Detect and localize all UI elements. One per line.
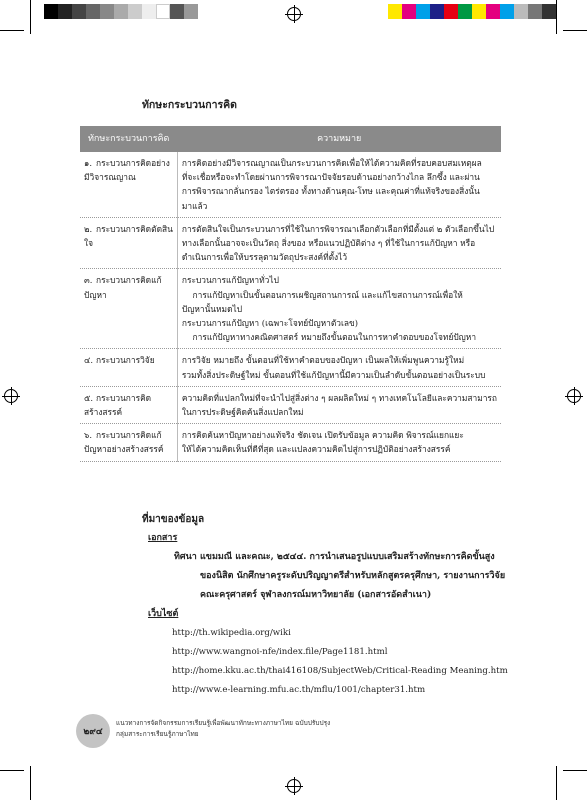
table-row [80,217,501,269]
references-heading: ที่มาของข้อมูล [142,514,205,525]
meaning-cell [177,152,501,217]
meaning-line: ปัญหานั้นหมดไป [181,303,243,314]
table-row [80,349,501,386]
meaning-line: ทางเลือกนั้นอาจจะเป็นวัตถุ สิ่งของ หรือแนวปฏิบัติต่าง ๆ ที่ใช้ในการแก้ปัญหา หรือ [181,238,476,249]
crop-mark [563,770,587,771]
url-link[interactable]: http://th.wikipedia.org/wiki [172,628,291,638]
row-number: ๔. [84,355,94,366]
meaning-line: การแก้ปัญหาเป็นขั้นตอนการเผชิญสถานการณ์ และแก้ไขสถานการณ์เพื่อให้ [181,289,463,300]
skill-cell [80,424,177,461]
citation-line: คณะครุศาสตร์ จุฬาลงกรณ์มหาวิทยาลัย (เอกสารอัดสำเนา) [200,590,432,600]
row-number: ๓. [84,275,93,286]
skill-name: กระบวนการคิดแก้ปัญหาอย่างสร้างสรรค์ [84,430,164,455]
grayscale-bar [44,4,198,19]
meaning-line: ให้ได้ความคิดเห็นที่ดีที่สุด และแปลงความคิดไปสู่การปฏิบัติอย่างสร้างสรรค์ [181,444,451,455]
color-bar [388,4,556,19]
skill-cell [80,217,177,269]
skill-name: กระบวนการคิดอย่างมีวิจารณญาณ [84,158,170,183]
meaning-line: การคิดค้นหาปัญหาอย่างแท้จริง ชัดเจน เปิดรับข้อมูล ความคิด พิจารณ์แยกแยะ [181,430,464,441]
meaning-line: ที่จะเชื่อหรือจะทำโดยผ่านการพิจารณาปัจจัยรอบด้านอย่างกว้างไกล ลึกซึ้ง และผ่าน [181,172,480,183]
footer-text [116,718,330,740]
meaning-line: การวิจัย หมายถึง ขั้นตอนที่ใช้หาคำตอบของปัญหา เป็นผลให้เพิ่มพูนความรู้ใหม่ [181,355,465,366]
meaning-line: กระบวนการแก้ปัญหาทั่วไป [181,275,279,286]
skill-cell [80,152,177,217]
meaning-cell [177,349,501,386]
skill-name: กระบวนการคิดตัดสินใจ [84,223,173,249]
meaning-line: ในการประดิษฐ์คิดค้นสิ่งแปลกใหม่ [181,407,304,418]
crop-mark [563,30,587,31]
meaning-line: ความคิดที่แปลกใหม่ที่จะนำไปสู่สิ่งต่าง ๆ ผลผลิตใหม่ ๆ ทางเทคโนโลยีและความสามารถ [181,392,497,403]
meaning-line: มาแล้ว [181,200,208,211]
skill-name: กระบวนการคิดสร้างสรรค์ [84,392,152,418]
section-title: ทักษะกระบวนการคิด [142,99,237,111]
table-row [80,269,501,349]
registration-mark-left [4,389,18,403]
meaning-cell [177,386,501,423]
crop-mark [30,0,31,34]
websites-label: เว็บไซต์ [148,609,179,619]
meaning-cell [177,217,501,269]
meaning-line: การแก้ปัญหาทางคณิตศาสตร์ หมายถึงขั้นตอนในการหาคำตอบของโจทย์ปัญหา [181,332,477,343]
crop-mark [0,30,24,31]
crop-mark [30,766,31,800]
crop-mark [0,770,24,771]
footer-line: แนวทางการจัดกิจกรรมการเรียนรู้เพื่อพัฒนาทักษะทางภาษาไทย ฉบับปรับปรุง [116,719,331,727]
meaning-line: ดำเนินการเพื่อให้บรรลุตามวัตถุประสงค์ที่ตั้งไว้ [181,252,348,263]
citation [148,548,542,605]
skill-name: กระบวนการวิจัย [96,355,155,366]
meaning-line: รวมทั้งสิ่งประดิษฐ์ใหม่ ขั้นตอนที่ใช้แก้ปัญหานี้มีความเป็นลำดับขั้นตอนอย่างเป็นระบบ [181,369,486,380]
footer-line: กลุ่มสาระการเรียนรู้ภาษาไทย [116,730,199,738]
page-number: ๒๙๔ [76,714,110,748]
meaning-cell [177,269,501,349]
row-number: ๑. [84,158,92,168]
crop-mark [556,0,557,34]
table-row [80,152,501,217]
registration-mark-bottom [287,779,301,793]
meaning-line: การพิจารณากลั่นกรอง ไตร่ตรอง ทั้งทางด้านคุณ-โทษ และคุณค่าที่แท้จริงของสิ่งนั้น [181,186,480,197]
references [142,510,542,700]
table-row [80,424,501,461]
skill-cell [80,386,177,423]
citation-line: ทิศนา แขมมณี และคณะ, ๒๕๔๔. การนำเสนอรูปแบบเสริมสร้างทักษะการคิดขั้นสูง [174,552,495,562]
thinking-skills-table [80,126,501,462]
url-link[interactable]: http://www.e-learning.mfu.ac.th/mflu/1001/chapter31.htm [172,685,426,695]
meaning-cell [177,424,501,461]
documents-label: เอกสาร [148,533,178,543]
registration-mark-top [287,7,301,21]
citation-line: ของนิสิต นักศึกษาครูระดับปริญญาตรีสำหรับหลักสูตรครุศึกษา, รายงานการวิจัย [200,571,506,581]
url-link[interactable]: http://www.wangnoi-nfe/index.file/Page1181.html [172,647,388,657]
table-body [80,152,501,461]
url-link[interactable]: http://home.kku.ac.th/thai416108/SubjectWeb/Critical-Reading Meaning.htm [172,666,508,676]
meaning-line: กระบวนการแก้ปัญหา (เฉพาะโจทย์ปัญหาตัวเลข) [181,318,358,329]
row-number: ๖. [84,430,92,441]
crop-mark [556,766,557,800]
table-row [80,386,501,423]
meaning-line: การตัดสินใจเป็นกระบวนการที่ใช้ในการพิจารณาเลือกตัวเลือกที่มีตั้งแต่ ๒ ตัวเลือกขึ้นไป [181,223,495,234]
row-number: ๒. [84,223,93,234]
meaning-line: การคิดอย่างมีวิจารณญาณเป็นกระบวนการคิดเพื่อให้ได้ความคิดที่รอบคอบสมเหตุผล [181,158,482,168]
skill-cell [80,269,177,349]
skill-cell [80,349,177,386]
skill-name: กระบวนการคิดแก้ปัญหา [84,275,162,300]
table-header-row [80,126,501,152]
row-number: ๕. [84,392,94,403]
column-header-meaning: ความหมาย [177,126,501,152]
column-header-skill: ทักษะกระบวนการคิด [80,126,177,152]
registration-mark-right [567,389,581,403]
